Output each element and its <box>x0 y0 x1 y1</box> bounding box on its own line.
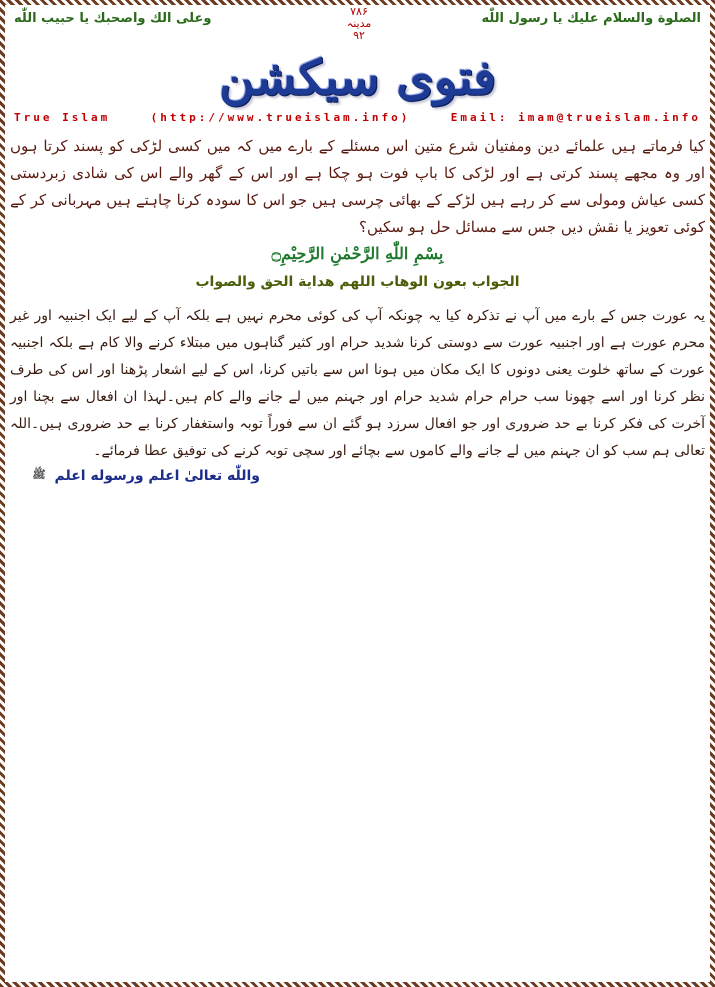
site-name: True Islam <box>14 111 111 124</box>
closing-text: واللّٰه تعالیٰ اعلم ورسوله اعلم <box>54 468 260 484</box>
email-link[interactable]: Email: imam@trueislam.info <box>450 111 701 124</box>
page-title: فتوی سیکشن <box>218 50 497 106</box>
number-badge <box>334 6 384 42</box>
site-info-line <box>14 111 701 124</box>
number-mid: مدینہ <box>346 17 372 30</box>
honorific-icon: ﷺ <box>32 468 46 481</box>
bismillah-heading: بِسْمِ اللّٰهِ الرَّحْمٰنِ الرَّحِيْمِ۝ <box>271 244 444 263</box>
salutation-right: الصلوة والسلام عليك يا رسول اللّٰه <box>481 11 701 26</box>
closing-line <box>32 468 260 484</box>
answer-heading: الجواب بعون الوهاب اللهم هداية الحق والصواب <box>195 274 520 290</box>
site-url-link[interactable]: (http://www.trueislam.info) <box>150 111 411 124</box>
answer-text: یہ عورت جس کے بارے میں آپ نے تذکرہ کیا یہ چونکہ آپ کی کوئی محرم نہیں ہے بلکہ آپ کے لیے ایک اجنبیہ اور غیر محرم عورت ہے اور اجنبیہ عورت سے دوستی کرنا شدید حرام اور کثیر گناہوں میں مبتلاء کرنے والا کام ہے بلکہ اجنبیہ عورت کے ساتھ خلوت یعنی دونوں کا ایک مکان میں ہونا اس سے باتیں کرنا، اس کے لیے اشعار پڑھنا اور اس کی طرف نظر کرنا اور اسے چھونا سب حرام حرام شدید حرام اور جہنم میں لے جانے والے کام ہیں۔لہذا ان افعال سے بچنا اور آخرت کی فکر کرنا بے حد ضروری اور جو افعال سرزد ہو گئے ان سے فوراً توبہ واستغفار کرنا بے حد ضروری ہیں۔اللہ تعالی ہم سب کو ان جہنم میں لے جانے والے کاموں سے بچائے اور سچی توبہ کرنے کی توفیق عطا فرمائے۔ <box>10 308 705 459</box>
number-bottom: ۹۲ <box>353 29 365 42</box>
salutation-left: وعلى الك واصحبك يا حبيب اللّٰه <box>14 11 212 26</box>
number-top: ۷۸۶ <box>350 5 368 18</box>
header-bar <box>14 5 701 47</box>
question-text: کیا فرماتے ہیں علمائے دین ومفتیان شرع متین اس مسئلے کے بارے میں کہ میں کسی لڑکی کو پسند کرتا ہوں اور وہ مجھے پسند کرتی ہے اور لڑکی کا باپ فوت ہو چکا ہے اور اس کے گھر والے اس کی شادی زبردستی کسی عیاش ومولی سے کر رہے ہیں لڑکے کے بھائی چرسی ہیں جو اس کا سودہ کرنا چاہتے ہیں مہربانی کر کے کوئی تعویز یا نقش دیں جس سے مسائل حل ہو سکیں؟ <box>10 137 705 236</box>
